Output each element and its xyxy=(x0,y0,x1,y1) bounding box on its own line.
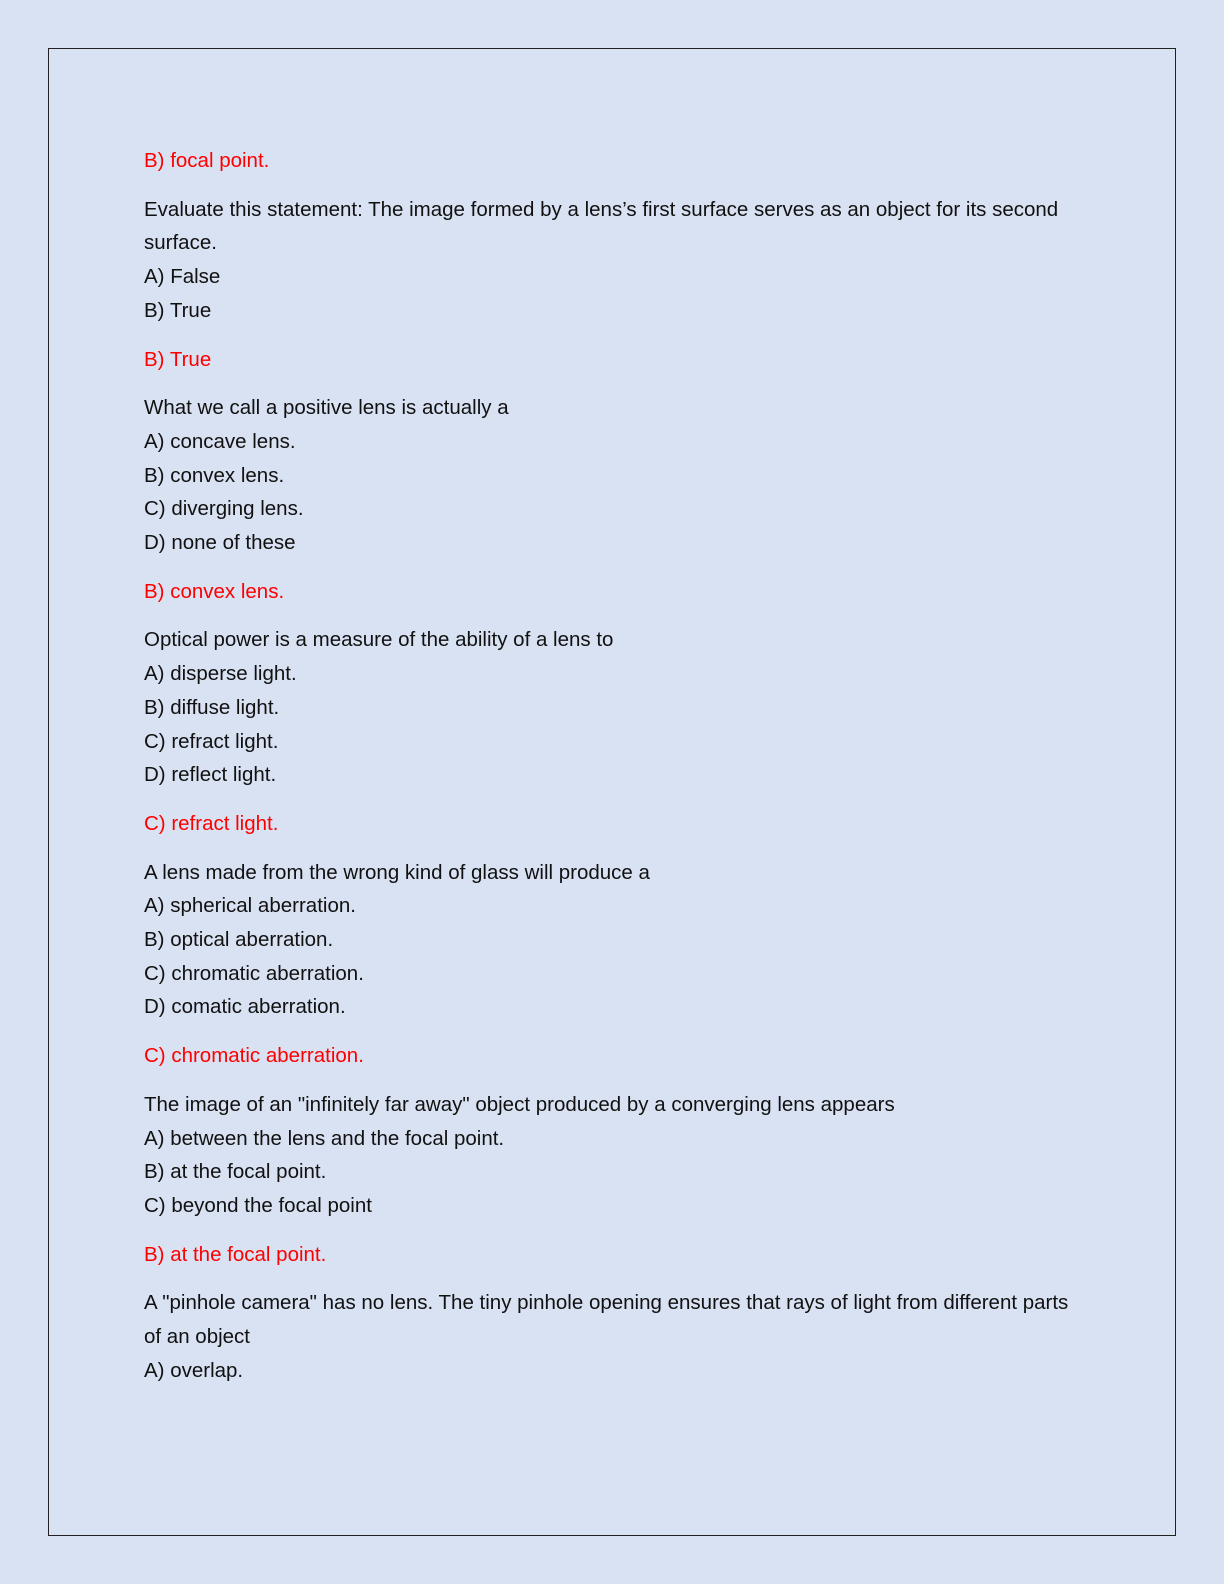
question-block xyxy=(144,856,1084,1025)
question-block xyxy=(144,391,1084,560)
question-stem: A "pinhole camera" has no lens. The tiny pinhole opening ensures that rays of light from different parts of an object xyxy=(144,1291,1069,1349)
answer-text: B) True xyxy=(144,347,212,371)
option-a: A) concave lens. xyxy=(144,429,296,453)
option-a: A) overlap. xyxy=(144,1358,244,1382)
question-stem: Evaluate this statement: The image formed by a lens’s first surface serves as an object for its second surface. xyxy=(144,197,1059,255)
answer-text: C) refract light. xyxy=(144,811,279,835)
question-stem: A lens made from the wrong kind of glass will produce a xyxy=(144,860,650,884)
option-c: C) beyond the focal point xyxy=(144,1193,372,1217)
option-a: A) disperse light. xyxy=(144,662,297,686)
answer-text: B) at the focal point. xyxy=(144,1242,327,1266)
answer-text: C) chromatic aberration. xyxy=(144,1044,364,1068)
question-block xyxy=(144,1088,1084,1223)
option-a: A) False xyxy=(144,265,221,289)
answer-text: B) convex lens. xyxy=(144,579,285,603)
option-c: C) chromatic aberration. xyxy=(144,961,364,985)
option-b: B) at the focal point. xyxy=(144,1160,327,1184)
option-c: C) refract light. xyxy=(144,729,279,753)
option-d: D) comatic aberration. xyxy=(144,995,346,1019)
option-d: D) none of these xyxy=(144,531,296,555)
option-b: B) convex lens. xyxy=(144,463,285,487)
question-block xyxy=(144,1286,1084,1387)
document-content xyxy=(144,144,1084,1403)
option-b: B) optical aberration. xyxy=(144,928,334,952)
question-stem: Optical power is a measure of the ability of a lens to xyxy=(144,628,614,652)
option-d: D) reflect light. xyxy=(144,763,277,787)
question-stem: The image of an "infinitely far away" object produced by a converging lens appears xyxy=(144,1092,895,1116)
option-a: A) between the lens and the focal point. xyxy=(144,1126,505,1150)
question-block xyxy=(144,193,1084,328)
option-a: A) spherical aberration. xyxy=(144,894,356,918)
option-b: B) diffuse light. xyxy=(144,695,280,719)
option-c: C) diverging lens. xyxy=(144,497,304,521)
answer-text: B) focal point. xyxy=(144,149,270,172)
option-b: B) True xyxy=(144,298,212,322)
question-stem: What we call a positive lens is actually a xyxy=(144,396,509,420)
question-block xyxy=(144,623,1084,792)
